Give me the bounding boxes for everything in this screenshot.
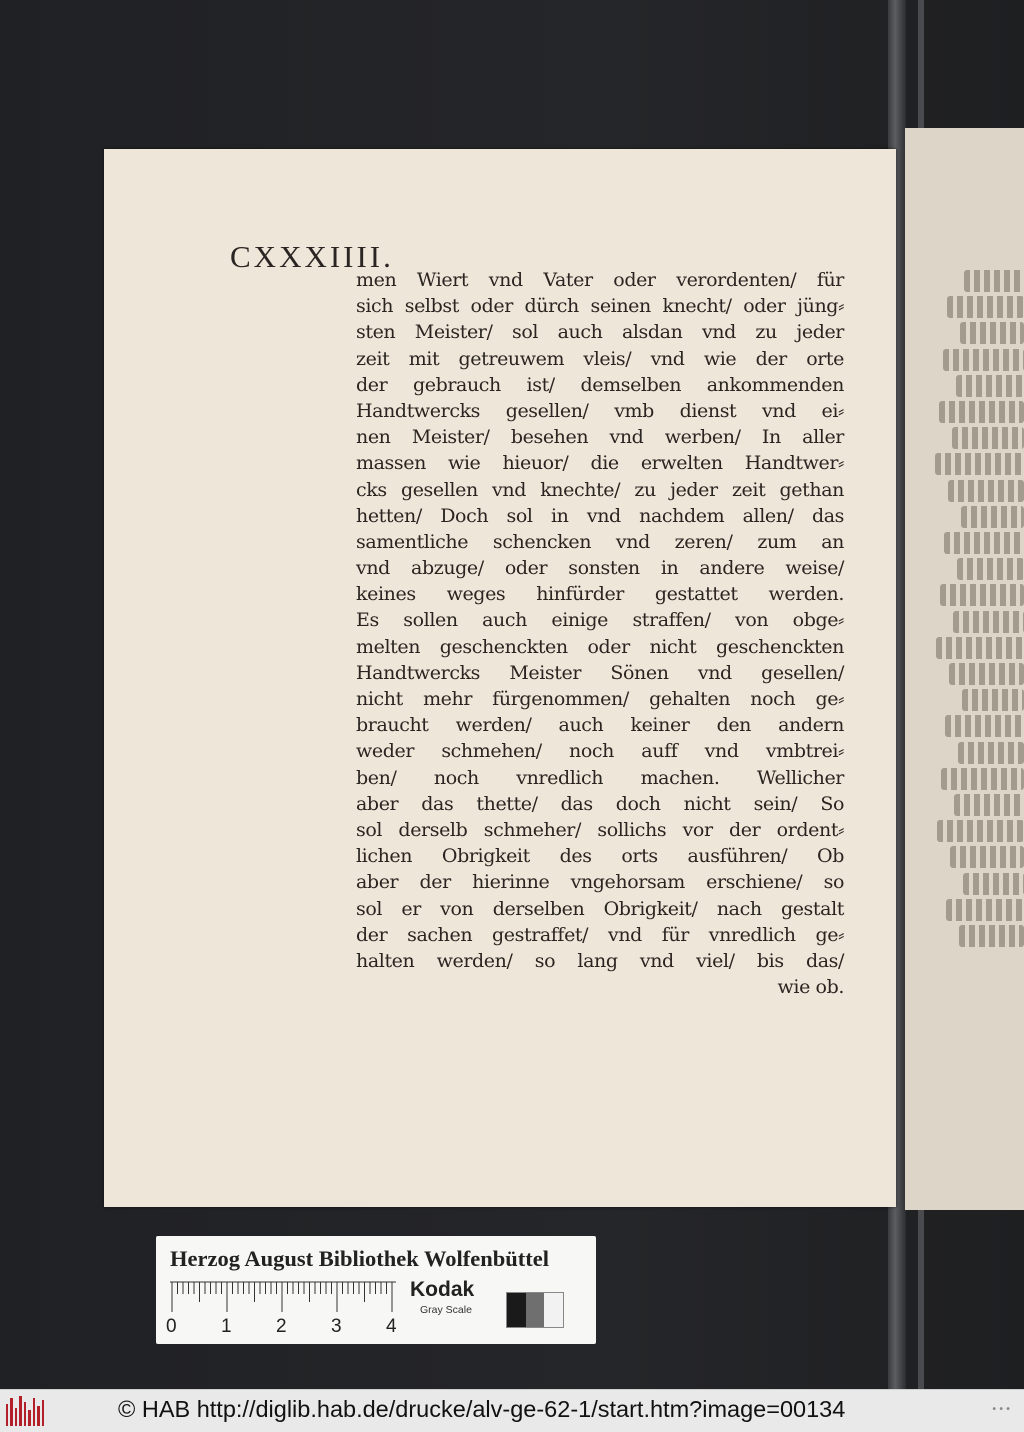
facing-page-text-fragment (960, 322, 1024, 344)
facing-page-text-fragment (944, 532, 1024, 554)
facing-page-text-fragment (936, 637, 1024, 659)
ruler-number: 0 (166, 1316, 177, 1337)
text-line: wie ob. (777, 976, 844, 999)
facing-page-text-fragment (935, 453, 1024, 475)
text-line: Handtwercks gesellen/ vmb dienst vnd ei⸗ (356, 399, 844, 422)
facing-page-text-fragment (953, 611, 1024, 633)
text-line: sol derselb schmeher/ sollichs vor der ordent⸗ (356, 818, 844, 841)
ruler-number: 3 (331, 1316, 342, 1337)
logo-bar (15, 1408, 17, 1426)
facing-page-text-fragment (937, 820, 1024, 842)
ruler-icon (170, 1280, 400, 1320)
facing-page-text-fragment (954, 794, 1024, 816)
text-line: samentliche schencken vnd zeren/ zum an (356, 530, 844, 553)
library-color-card (156, 1236, 596, 1344)
text-line: sten Meister/ sol auch alsdan vnd zu jeder (356, 321, 844, 344)
text-line: nicht mehr fürgenommen/ gehalten noch ge⸗ (356, 688, 844, 710)
facing-page-text-fragment (956, 375, 1024, 397)
gray-scale-patches (506, 1292, 564, 1328)
facing-page-text-fragment (957, 558, 1024, 580)
text-line: Es sollen auch einige straffen/ von obge⸗ (356, 609, 844, 632)
text-line: massen wie hieuor/ die erwelten Handtwer⸗ (356, 452, 844, 475)
facing-page-text-fragment (963, 873, 1024, 895)
facing-page-text-fragment (941, 768, 1024, 790)
more-dots-icon: ••• (991, 1404, 1012, 1415)
logo-bar (33, 1398, 35, 1426)
text-line: keines weges hinfürder gestattet werden. (356, 583, 844, 606)
text-line: aber das thette/ das doch nicht sein/ So (356, 792, 844, 815)
facing-page-text-fragment (961, 506, 1024, 528)
ruler-number: 2 (276, 1316, 287, 1337)
facing-page-text-fragment (939, 401, 1024, 423)
facing-page-text-fragment (959, 925, 1024, 947)
text-line: cks gesellen vnd knechte/ zu jeder zeit gethan (356, 478, 844, 501)
logo-bar (37, 1406, 39, 1426)
facing-page-text-fragment (946, 899, 1024, 921)
facing-page-text-fragment (962, 689, 1024, 711)
facing-page-text-fragment (945, 715, 1024, 737)
library-name: Herzog August Bibliothek Wolfenbüttel (170, 1246, 549, 1271)
page-text-block (356, 267, 844, 1000)
text-line: der sachen gestraffet/ vnd für vnredlich ge⸗ (356, 923, 844, 946)
gray-patch (526, 1293, 545, 1327)
book-page (104, 149, 896, 1207)
text-line: nen Meister/ besehen vnd werben/ In aller (356, 426, 844, 449)
text-line: sol er von derselben Obrigkeit/ nach gestalt (356, 897, 844, 920)
text-line: men Wiert vnd Vater oder verordenten/ für (356, 269, 844, 291)
footer-bar (0, 1389, 1024, 1432)
ruler-number: 1 (221, 1316, 232, 1337)
gray-scale-label: Gray Scale (420, 1304, 472, 1316)
ruler-number: 4 (386, 1316, 397, 1337)
hab-logo-icon (6, 1396, 44, 1426)
logo-bar (42, 1400, 44, 1426)
facing-page-text-fragment (943, 349, 1024, 371)
text-line: aber der hierinne vngehorsam erschiene/ so (356, 871, 844, 894)
facing-page-text-fragment (949, 663, 1024, 685)
facing-page-fragment (905, 128, 1024, 1210)
facing-page-text-fragment (947, 296, 1024, 318)
text-line: braucht werden/ auch keiner den andern (356, 714, 844, 737)
facing-page-text-fragment (948, 480, 1024, 502)
facing-page-text-fragment (958, 742, 1024, 764)
text-line: zeit mit getreuwem vleis/ vnd wie der orte (356, 347, 844, 370)
text-line: sich selbst oder dürch seinen knecht/ oder jüng⸗ (356, 295, 844, 318)
facing-page-text-fragment (952, 427, 1024, 449)
text-line: weder schmehen/ noch auff vnd vmbtrei⸗ (356, 740, 844, 763)
logo-bar (19, 1396, 21, 1426)
folio-number: CXXXIIII. (230, 239, 394, 274)
logo-bar (10, 1398, 12, 1426)
logo-bar (6, 1404, 8, 1426)
text-line: Handtwercks Meister Sönen vnd gesellen/ (356, 661, 844, 684)
text-line: vnd abzuge/ oder sonsten in andere weise/ (356, 557, 844, 580)
text-line: hetten/ Doch sol in vnd nachdem allen/ das (356, 504, 844, 527)
facing-page-text-fragment (950, 846, 1024, 868)
facing-page-text-fragment (940, 584, 1024, 606)
text-line: der gebrauch ist/ demselben ankommenden (356, 373, 844, 396)
copyright-url[interactable]: © HAB http://diglib.hab.de/drucke/alv-ge-62-1/start.htm?image=00134 (118, 1396, 846, 1422)
logo-bar (24, 1402, 26, 1426)
facing-page-text-fragment (964, 270, 1024, 292)
text-line: melten geschenckten oder nicht geschenckten (356, 635, 844, 658)
text-line: ben/ noch vnredlich machen. Wellicher (356, 766, 844, 789)
gray-patch (507, 1293, 526, 1327)
gray-patch (544, 1293, 563, 1327)
text-line: lichen Obrigkeit des orts ausführen/ Ob (356, 845, 844, 868)
logo-bar (28, 1410, 30, 1426)
kodak-brand: Kodak (410, 1278, 475, 1301)
text-line: halten werden/ so lang vnd viel/ bis das/ (356, 949, 844, 972)
